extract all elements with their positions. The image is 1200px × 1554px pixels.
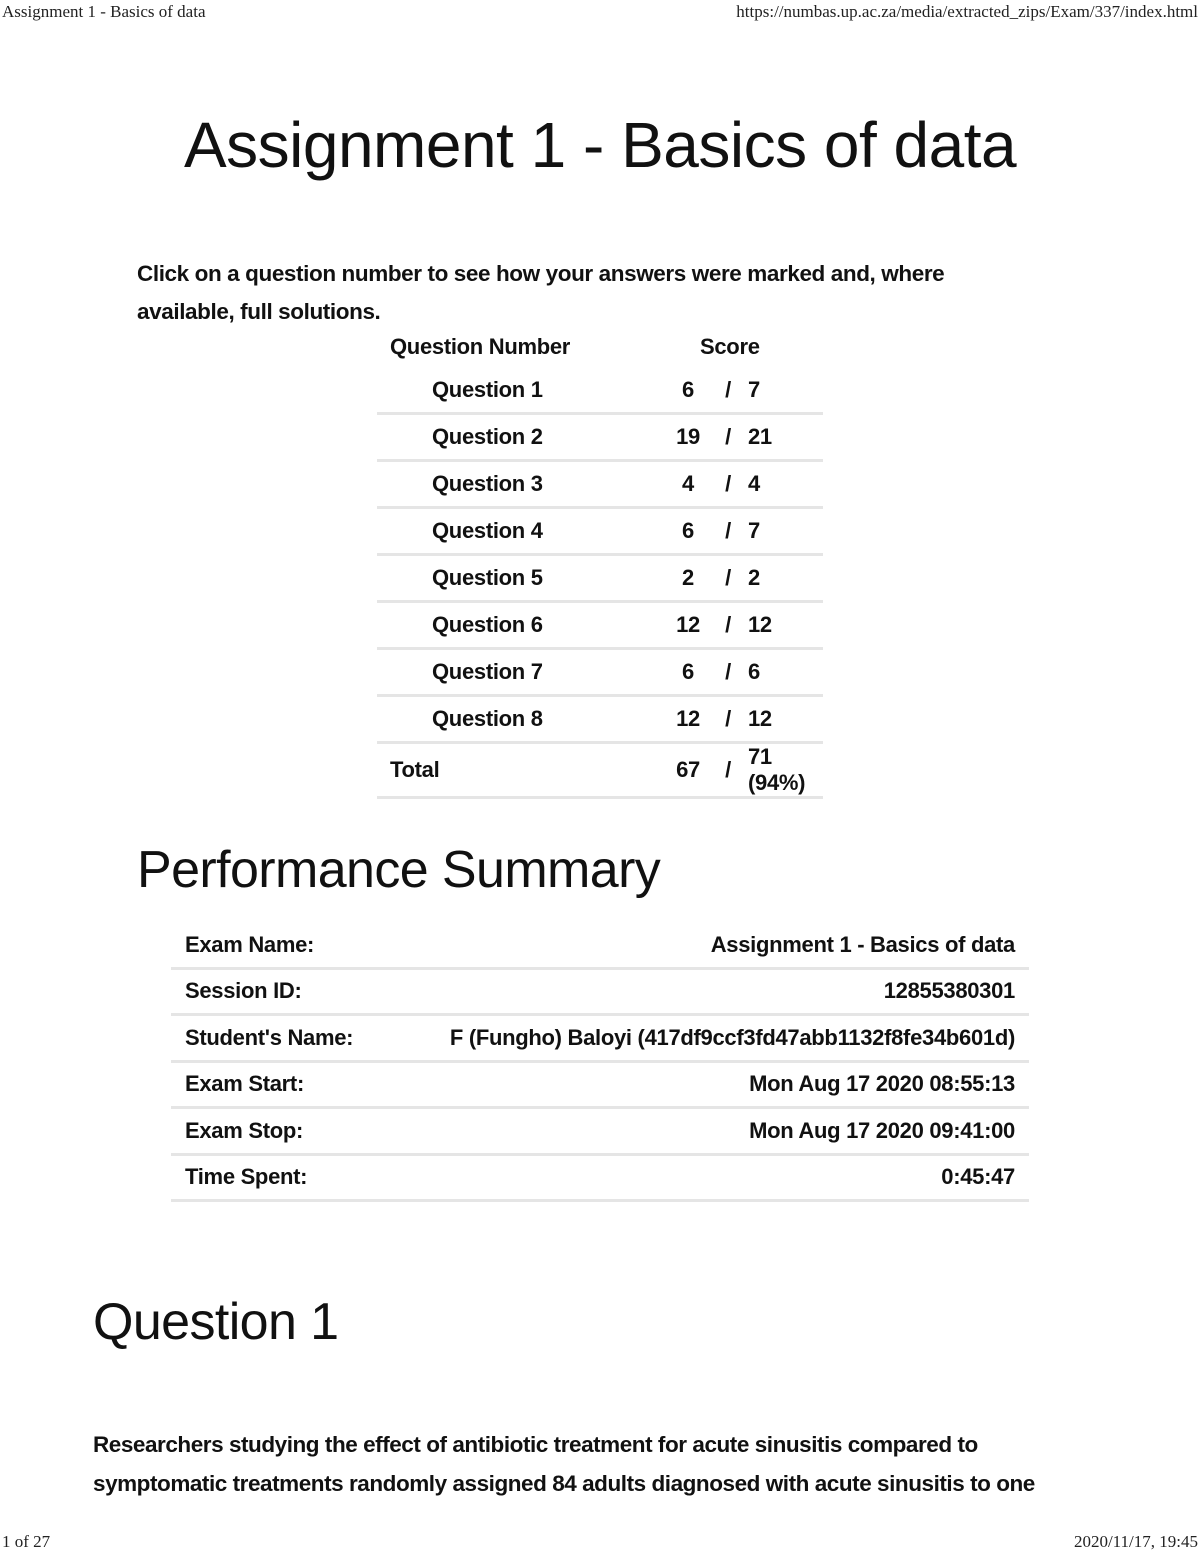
score-value: 19	[668, 414, 708, 461]
score-value: 6	[668, 508, 708, 555]
summary-key: Exam Stop:	[171, 1108, 388, 1155]
summary-key: Exam Name:	[171, 923, 388, 968]
question-link[interactable]: Question 7	[377, 649, 668, 696]
table-row[interactable]	[377, 602, 823, 649]
summary-row	[171, 1061, 1029, 1108]
score-value: 6	[668, 368, 708, 414]
question-link[interactable]: Question 8	[377, 696, 668, 743]
score-separator: /	[708, 461, 748, 508]
total-score: 67	[668, 743, 708, 798]
table-row[interactable]	[377, 555, 823, 602]
summary-key: Session ID:	[171, 968, 388, 1015]
performance-summary-heading: Performance Summary	[137, 841, 661, 899]
total-max: 71 (94%)	[748, 743, 823, 798]
score-separator: /	[708, 555, 748, 602]
print-timestamp: 2020/11/17, 19:45	[1073, 1532, 1198, 1551]
score-separator: /	[708, 508, 748, 555]
summary-row	[171, 1154, 1029, 1201]
max-score: 6	[748, 649, 823, 696]
summary-row	[171, 923, 1029, 968]
score-separator: /	[708, 368, 748, 414]
table-row[interactable]	[377, 461, 823, 508]
summary-value: 12855380301	[388, 968, 1029, 1015]
question-link[interactable]: Question 2	[377, 414, 668, 461]
score-value: 4	[668, 461, 708, 508]
question-link[interactable]: Question 3	[377, 461, 668, 508]
question-link[interactable]: Question 1	[377, 368, 668, 414]
summary-row	[171, 1108, 1029, 1155]
summary-key: Student's Name:	[171, 1015, 388, 1062]
max-score: 4	[748, 461, 823, 508]
page-count: 1 of 27	[2, 1532, 51, 1551]
table-row[interactable]	[377, 508, 823, 555]
summary-value: Mon Aug 17 2020 08:55:13	[388, 1061, 1029, 1108]
header-question-number: Question Number	[390, 334, 571, 359]
print-footer	[0, 1532, 1200, 1554]
summary-value: F (Fungho) Baloyi (417df9ccf3fd47abb1132f8fe34b601d)	[388, 1015, 1029, 1062]
print-header-url[interactable]: https://numbas.up.ac.za/media/extracted_zips/Exam/337/index.html	[736, 2, 1198, 21]
max-score: 12	[748, 696, 823, 743]
question-1-heading: Question 1	[93, 1293, 339, 1351]
page-title: Assignment 1 - Basics of data	[183, 109, 1017, 181]
summary-value: Mon Aug 17 2020 09:41:00	[388, 1108, 1029, 1155]
score-separator: /	[708, 696, 748, 743]
print-header	[0, 2, 1200, 24]
print-header-title: Assignment 1 - Basics of data	[2, 2, 206, 21]
results-table	[377, 326, 823, 799]
score-value: 12	[668, 696, 708, 743]
question-link[interactable]: Question 5	[377, 555, 668, 602]
question-link[interactable]: Question 6	[377, 602, 668, 649]
max-score: 7	[748, 368, 823, 414]
score-separator: /	[708, 602, 748, 649]
score-separator: /	[708, 414, 748, 461]
table-row[interactable]	[377, 414, 823, 461]
results-header-row	[377, 326, 823, 368]
max-score: 21	[748, 414, 823, 461]
score-value: 2	[668, 555, 708, 602]
question-1-text: Researchers studying the effect of antibiotic treatment for acute sinusitis compared to symptomatic treatments randomly assigned 84 adults diagnosed with acute sinusitis to one	[93, 1431, 1035, 1496]
summary-row	[171, 968, 1029, 1015]
header-score: Score	[700, 334, 760, 359]
score-separator: /	[708, 649, 748, 696]
max-score: 12	[748, 602, 823, 649]
summary-key: Exam Start:	[171, 1061, 388, 1108]
question-link[interactable]: Question 4	[377, 508, 668, 555]
summary-value: 0:45:47	[388, 1154, 1029, 1201]
table-row[interactable]	[377, 696, 823, 743]
total-row	[377, 743, 823, 798]
intro-text: Click on a question number to see how your answers were marked and, where available, full solutions.	[137, 260, 945, 324]
max-score: 2	[748, 555, 823, 602]
max-score: 7	[748, 508, 823, 555]
score-value: 12	[668, 602, 708, 649]
table-row[interactable]	[377, 649, 823, 696]
summary-key: Time Spent:	[171, 1154, 388, 1201]
summary-row	[171, 1015, 1029, 1062]
score-value: 6	[668, 649, 708, 696]
score-separator: /	[708, 743, 748, 798]
total-label: Total	[377, 743, 668, 798]
summary-value: Assignment 1 - Basics of data	[388, 923, 1029, 968]
performance-summary-table	[171, 923, 1029, 1202]
table-row[interactable]	[377, 368, 823, 414]
